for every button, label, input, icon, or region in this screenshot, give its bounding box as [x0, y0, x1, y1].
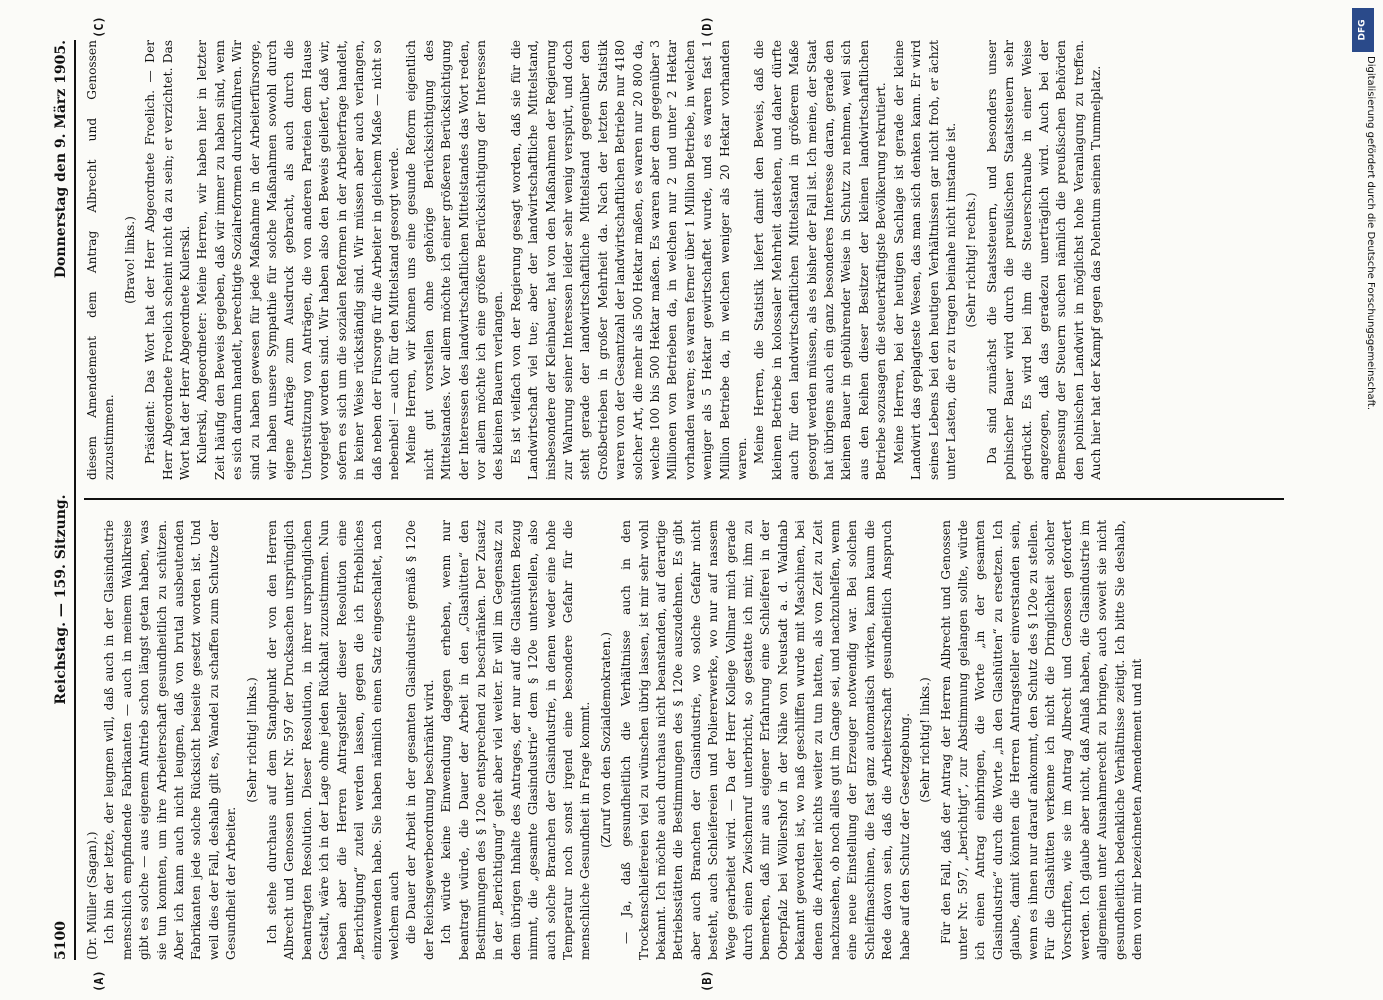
paragraph: (Sehr richtig! links.)	[918, 677, 933, 803]
right-text-column	[84, 40, 1284, 480]
paragraph: Ich würde keine Einwendung dagegen erheben, wenn nur beantragt würde, die Dauer der Arbeit in den „Glashütten“ den Bestimmungen des § 120e entsprechend zu beschränken. Der Zusatz in der „Berichtigung“ geht aber viel weiter. Er will im Gegensatz zu dem übrigen Inhalte des Antrages, der nur auf die Glashütten Bezug nimmt, die „gesamte Glasindustrie“ dem § 120e unterstellen, also auch solche Branchen der Glasindustrie, in denen weder eine hohe Temperatur noch sonst irgend eine besondere Gefahr für die menschliche Gesundheit in Frage kommt.	[439, 520, 593, 960]
paragraph: (Dr. Müller (Sagan).)	[85, 831, 99, 960]
paragraph: Für den Fall, daß der Antrag der Herren Albrecht und Genossen unter Nr. 597, „berichtigt“, zur Abstimmung gelangen sollte, würde ich einen Antrag einbringen, die Worte „in der gesamten Glasindustrie“ durch die Worte „in den Glashütten“ zu ersetzen. Ich glaube, damit könnten die Herren Antragsteller einverstanden sein, wenn es ihnen nur darauf ankommt, den Schutz des § 120e zu stellen. Für die Glashütten verkenne ich nicht die Dringlichkeit solcher Vorschriften, wie sie im Antrag Albrecht und Genossen gefordert werden. Ich glaube aber nicht, daß Anlaß haben, die Glasindustrie im allgemeinen unter Ausnahmerecht zu bringen, auch soweit sie nicht gesundheitlich bedenkliche Verhältnisse zeitigt. Ich bitte Sie deshalb, dem von mir bezeichneten Amendement und mit	[938, 520, 1144, 960]
paragraph: (Sehr richtig! rechts.)	[964, 192, 979, 328]
left-text-column	[84, 520, 1284, 960]
margin-marker-d: (D)	[700, 16, 714, 38]
paragraph: Präsident: Das Wort hat der Herr Abgeordnete Froelich. — Der Herr Abgeordnete Froelich scheint nicht da zu sein; er verzichtet. Das Wort hat der Herr Abgeordnete Kulerski.	[143, 40, 193, 480]
column-divider	[84, 498, 1284, 500]
header-left-title: Reichstag. — 159. Sitzung.	[53, 494, 69, 705]
paragraph: (Sehr richtig! links.)	[244, 677, 259, 803]
margin-marker-a: (A)	[92, 970, 106, 992]
digitization-credit: Digitalisierung gefördert durch die Deutsche Forschungsgemeinschaft.	[1365, 56, 1376, 411]
header-right-title: Donnerstag den 9. März 1905.	[53, 40, 69, 279]
margin-marker-b: (B)	[700, 970, 714, 992]
paragraph: die Dauer der Arbeit in der gesamten Glasindustrie gemäß § 120e der Reichsgewerbeordnung beschränkt wird.	[404, 520, 436, 960]
paragraph: Da sind zunächst die Staatssteuern, und besonders unser polnischer Bauer wird durch die preußischen Staatssteuern sehr gedrückt. Es wird bei ihm die Steuerschraube in einer Weise angezogen, daß das geradezu unerträglich wird. Auch bei der Bemessung der Steuern suchen nämlich die preußischen Behörden den polnischen Landwirt in möglichst hohe Veranlagung zu treffen. Auch hier hat der Kampf gegen das Polentum seinen Tummelplatz.	[984, 40, 1104, 480]
page-number: 5100	[53, 921, 69, 960]
page-header	[48, 40, 76, 960]
paragraph: diesem Amendement dem Antrag Albrecht und Genossen zuzustimmen.	[85, 40, 117, 480]
paragraph: Ich stehe durchaus auf dem Standpunkt der von den Herren Albrecht und Genossen unter Nr. 597 der Drucksachen ursprünglich beantragten Resolution. Dieser Resolution, in ihrer ursprünglichen Gestalt, wäre ich in der Lage ohne jeden Rückhalt zuzustimmen. Nun haben aber die Herren Antragsteller dieser Resolution eine „Berichtigung“ zuteil werden lassen, gegen die ich Erhebliches einzuwenden habe. Sie haben nämlich einen Satz eingeschaltet, nach welchem auch	[265, 520, 401, 960]
paragraph: Meine Herren, bei der heutigen Sachlage ist gerade der kleine Landwirt das geplagteste Wesen, das man sich denken kann. Er wird seines Lebens bei den heutigen Verhältnissen gar nicht froh, er ächzt unter Lasten, die er zu tragen beinahe nicht imstande ist.	[891, 40, 958, 480]
paragraph: — Ja, daß gesundheitlich die Verhältnisse auch in den Trockenschleifereien viel zu wünschen übrig lassen, ist mir sehr wohl bekannt. Ich möchte auch durchaus nicht beanstanden, auf derartige Betriebsstätten die Bestimmungen des § 120e auszudehnen. Es gibt aber auch Branchen der Glasindustrie, wo solche Gefahr nicht besteht, auch Schleifereien und Poliererwerke, wo nur auf nassem Wege gearbeitet wird. — Da der Herr Kollege Vollmar mich gerade durch einen Zwischenruf unterbricht, so gestatte ich mir, ihm zu bemerken, daß mir aus eigener Erfahrung eine Schleiferei in der Oberpfalz bei Wöllershof in der Nähe von Neustadt a. d. Waldnab bekannt geworden ist, wo naß geschliffen wurde mit Maschinen, bei denen die Arbeiter nichts weiter zu tun hatten, als von Zeit zu Zeit nachzusehen, ob noch alles gut im Gange sei, und nachzuhelfen, wenn eine neue Einstellung der Erzeuger notwendig war. Bei solchen Schleifmaschinen, die fast ganz automatisch wirken, kann kaum die Rede davon sein, daß die Arbeiterschaft gesundheitlich Anspruch habe auf den Schutz der Gesetzgebung.	[619, 520, 912, 960]
paragraph: Meine Herren, die Statistik liefert damit den Beweis, daß die kleinen Betriebe in kolossaler Mehrheit dastehen, und daher dürfte auch für den landwirtschaftlichen Mittelstand in größerem Maße gesorgt werden müssen, als es bisher der Fall ist. Ich meine, der Staat hat übrigens auch ein ganz besonderes Interesse daran, gerade den kleinen Bauer in gebührender Weise in Schutz zu nehmen, weil sich aus den Reihen dieser Besitzer der kleinen landwirtschaftlichen Betriebe sozusagen die steuerkräftigste Bevölkerung rekrutiert.	[752, 40, 889, 480]
margin-marker-c: (C)	[92, 16, 106, 38]
digitization-sidebar	[1352, 8, 1376, 992]
paragraph: (Zuruf von den Sozialdemokraten.)	[598, 632, 613, 848]
paragraph: Meine Herren, wir können uns eine gesunde Reform eigentlich nicht gut vorstellen ohne gehörige Berücksichtigung des Mittelstandes. Vor allem möchte ich einer größeren Berücksichtigung der Interessen des landwirtschaftlichen Mittelstandes das Wort reden, vor allem möchte ich eine größere Berücksichtigung der Interessen des kleinen Bauern verlangen.	[404, 40, 506, 480]
dfg-logo: DFG	[1352, 8, 1374, 52]
paragraph: Es ist vielfach von der Regierung gesagt worden, daß sie für die Landwirtschaft viel tue; aber der landwirtschaftliche Mittelstand, insbesondere der Kleinbauer, hat von den Maßnahmen der Regierung zur Wahrung seiner Interessen leider sehr wenig verspürt, und doch steht gerade der landwirtschaftliche Mittelstand gegenüber den Großbetrieben in großer Mehrheit da. Nach der letzten Statistik waren von der Gesamtzahl der landwirtschaftlichen Betriebe nur 4180 solcher Art, die mehr als 500 Hektar maßen, es waren nur 20 800 da, welche 100 bis 500 Hektar maßen. Es waren aber dem gegenüber 3 Millionen von Betrieben da, in welchen nur 2 und unter 2 Hektar vorhanden waren; es waren ferner über 1 Million Betriebe, in welchen weniger als 5 Hektar gewirtschaftet wurde, und es waren fast 1 Million Betriebe da, in welchen weniger als 20 Hektar vorhanden waren.	[508, 40, 750, 480]
paragraph: Kulerski, Abgeordneter: Meine Herren, wir haben hier in letzter Zeit häufig den Beweis gegeben, daß wir immer zu haben sind, wenn es sich darum handelt, berechtigte Sozialreformen durchzuführen. Wir sind zu haben gewesen für jede Maßnahme in der Arbeiterfürsorge, wir haben unsere Sympathie für solche Maßnahmen sowohl durch eigene Anträge zum Ausdruck gebracht, als auch durch die Unterstützung von Anträgen, die von anderen Parteien dem Hause vorgelegt worden sind. Wir haben also den Beweis geliefert, daß wir, sofern es sich um die sozialen Reformen in der Arbeiterfrage handelt, in keiner Weise rückständig sind. Wir müssen aber auch verlangen, daß neben der Fürsorge für die Arbeiter in gleichem Maße — nicht so nebenbei! — auch für den Mittelstand gesorgt werde.	[195, 40, 401, 480]
paragraph: Ich bin der letzte, der leugnen will, daß auch in der Glasindustrie menschlich empfindende Fabrikanten — auch in meinem Wahlkreise gibt es solche — aus eigenem Antrieb schon längst getan haben, was sie tun konnten, um ihre Arbeiterschaft gesundheitlich zu schützen. Aber ich kann auch nicht leugnen, daß von brutal ausbeutenden Fabrikanten jede solche Rücksicht beiseite gesetzt worden ist. Und weil dies der Fall, deshalb gilt es, Wandel zu schaffen zum Schutze der Gesundheit der Arbeiter.	[102, 520, 239, 960]
paragraph: (Bravo! links.)	[122, 216, 137, 304]
